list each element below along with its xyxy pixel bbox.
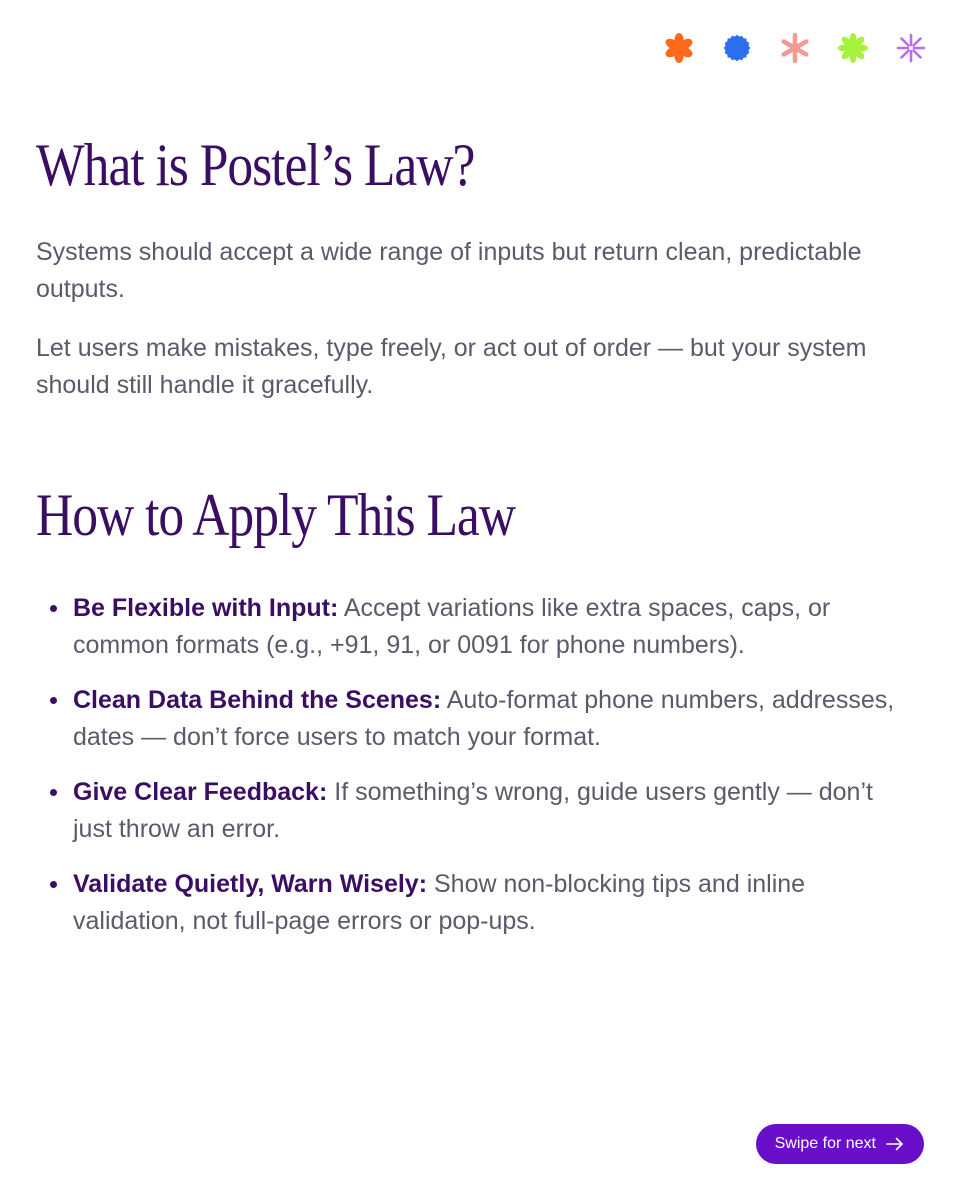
bullet-dot — [50, 789, 57, 796]
arrow-right-icon — [886, 1137, 904, 1151]
list-item — [36, 774, 916, 848]
apply-title: How to Apply This Law — [36, 482, 516, 548]
intro-title: What is Postel’s Law? — [36, 132, 475, 198]
pink-asterisk-icon — [780, 33, 810, 63]
intro-paragraph-1: Systems should accept a wide range of inputs but return clean, predictable outputs. — [36, 238, 862, 303]
list-item-term: Validate Quietly, Warn Wisely: — [73, 870, 428, 898]
purple-sparkle-icon — [896, 33, 926, 63]
green-burst-icon — [838, 33, 868, 63]
list-item-term: Clean Data Behind the Scenes: — [73, 686, 442, 714]
intro-paragraph-2: Let users make mistakes, type freely, or act out of order — but your system should still handle it gracefully. — [36, 334, 867, 399]
orange-flower-icon — [664, 33, 694, 63]
list-item-term: Be Flexible with Input: — [73, 594, 339, 622]
apply-list — [36, 590, 916, 940]
blue-badge-icon — [722, 33, 752, 63]
list-item — [36, 682, 916, 756]
bullet-dot — [50, 697, 57, 704]
main-content — [36, 130, 916, 958]
list-item-text: Show non-blocking tips and inline validation, not full-page errors or pop-ups. — [73, 870, 806, 935]
list-item — [36, 590, 916, 664]
bullet-dot — [50, 881, 57, 888]
list-item-text: Auto-format phone numbers, addresses, dates — don’t force users to match your format. — [73, 686, 895, 751]
swipe-next-label: Swipe for next — [774, 1135, 876, 1152]
decorative-icon-row — [664, 33, 926, 63]
list-item — [36, 866, 916, 940]
swipe-next-button[interactable] — [756, 1124, 924, 1164]
list-item-term: Give Clear Feedback: — [73, 778, 328, 806]
list-item-text: If something’s wrong, guide users gently — don’t just throw an error. — [73, 778, 873, 843]
bullet-dot — [50, 605, 57, 612]
list-item-text: Accept variations like extra spaces, caps, or common formats (e.g., +91, 91, or 0091 for phone numbers). — [73, 594, 831, 659]
